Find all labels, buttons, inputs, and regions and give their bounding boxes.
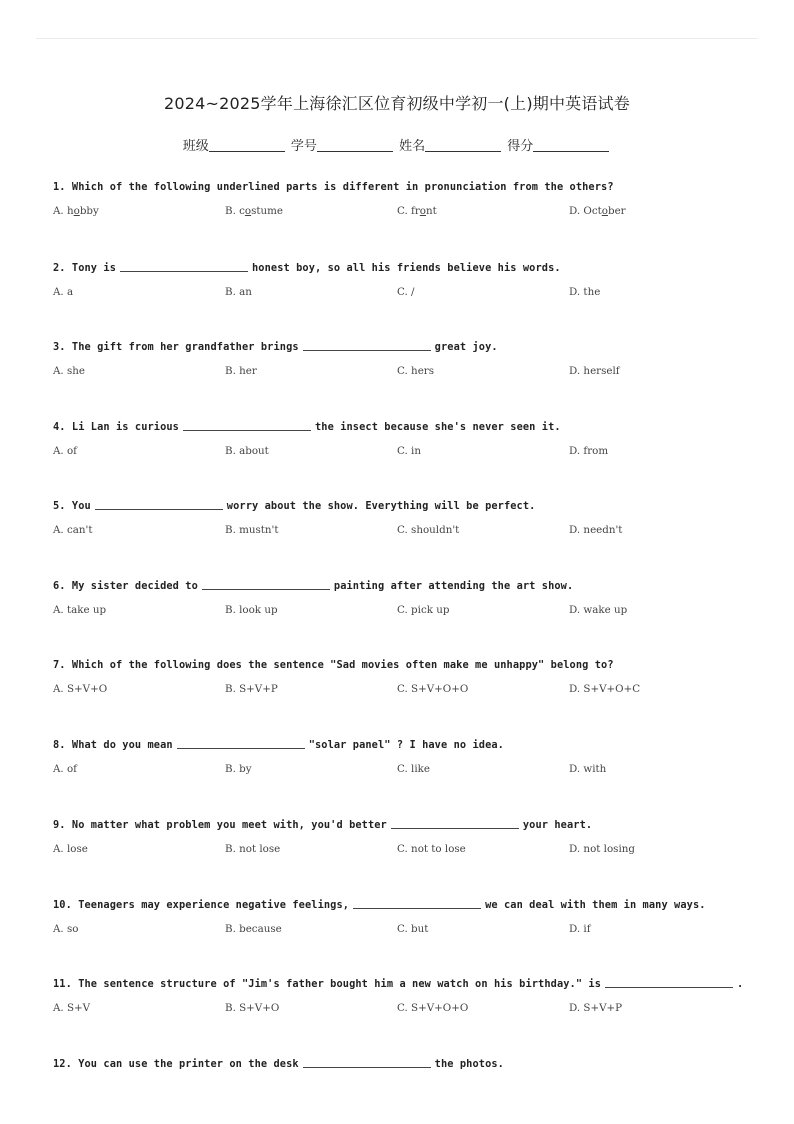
option-a[interactable] [53,205,99,217]
option-a[interactable] [53,604,106,616]
score-label: 得分 [507,139,534,154]
option-text: A. h [53,205,74,217]
option-text: B. an [225,286,252,298]
option-text: B. by [225,763,252,775]
answer-blank[interactable] [605,977,733,988]
answer-blank[interactable] [95,499,223,510]
option-d[interactable] [569,683,640,695]
option-c[interactable] [397,205,437,217]
option-d[interactable] [569,205,626,217]
stem-text: 6. My sister decided to [53,580,198,592]
option-text: D. if [569,923,591,935]
option-c[interactable] [397,524,459,536]
question-stem [53,181,753,193]
question-stem [53,1057,753,1070]
question-9 [53,818,753,857]
option-c[interactable] [397,1002,468,1014]
option-d[interactable] [569,1002,622,1014]
stem-text-after: "solar panel" ? I have no idea. [308,739,504,751]
page-title: 2024~2025学年上海徐汇区位育初级中学初一(上)期中英语试卷 [164,94,630,113]
question-5 [53,499,753,538]
options-row [53,524,753,538]
question-1 [53,181,753,219]
option-text: C. like [397,763,430,775]
option-text: A. lose [53,843,88,855]
option-c[interactable] [397,604,449,616]
stem-text: 7. Which of the following does the sentence "Sad movies often make me unhappy" belong to? [53,659,614,671]
stem-text-after: we can deal with them in many ways. [485,899,706,911]
stem-text: 5. You [53,500,91,512]
stem-text-after: honest boy, so all his friends believe his words. [252,262,561,274]
stem-text-after: worry about the show. Everything will be perfect. [226,500,536,512]
stem-text: 10. Teenagers may experience negative feelings, [53,899,350,911]
stem-text-after: your heart. [522,819,593,831]
question-stem [53,261,753,274]
option-text: C. but [397,923,429,935]
stem-text-after: the insect because she's never seen it. [315,421,561,433]
option-text: C. S+V+O+O [397,683,469,695]
option-a[interactable] [53,365,85,377]
option-b[interactable] [225,843,280,855]
option-text-rest: ber [607,205,626,217]
options-row [53,763,753,777]
question-stem [53,818,753,831]
option-a[interactable] [53,923,78,935]
option-b[interactable] [225,524,279,536]
option-b[interactable] [225,1002,279,1014]
option-text: B. S+V+P [225,683,278,695]
option-c[interactable] [397,445,421,457]
question-stem [53,579,753,592]
option-b[interactable] [225,365,257,377]
stem-text-after: the photos. [434,1058,504,1070]
option-b[interactable] [225,763,252,775]
option-text: A. she [53,365,85,377]
options-row [53,205,753,219]
option-text: A. S+V [53,1002,91,1014]
option-text: D. herself [569,365,620,377]
option-text: D. needn't [569,524,623,536]
option-text: D. Oct [569,205,602,217]
answer-blank[interactable] [303,1057,431,1068]
stem-text-after: great joy. [434,341,498,353]
option-b[interactable] [225,604,278,616]
option-text-rest: stume [251,205,284,217]
option-text: C. / [397,286,415,298]
answer-blank[interactable] [183,420,311,431]
question-12 [53,1057,753,1070]
underlined-letter: o [601,205,608,217]
options-row [53,445,753,459]
options-row [53,923,753,937]
option-a[interactable] [53,843,88,855]
options-row [53,286,753,300]
underlined-letter: o [244,205,252,217]
answer-blank[interactable] [202,579,330,590]
option-text: D. S+V+O+C [569,683,641,695]
option-text: C. S+V+O+O [397,1002,469,1014]
question-stem [53,659,753,671]
stem-text: 4. Li Lan is curious [53,421,179,433]
stem-text: 12. You can use the printer on the desk [53,1058,299,1070]
option-d[interactable] [569,923,591,935]
options-row [53,1002,753,1016]
question-4 [53,420,753,459]
option-text: B. look up [225,604,278,616]
option-a[interactable] [53,1002,90,1014]
option-c[interactable] [397,763,430,775]
name-label: 姓名 [399,139,426,154]
option-text: B. because [225,923,282,935]
option-d[interactable] [569,604,627,616]
option-text: C. pick up [397,604,450,616]
option-text: C. fr [397,205,420,217]
options-row [53,843,753,857]
option-d[interactable] [569,445,608,457]
option-a[interactable] [53,683,107,695]
question-7 [53,659,753,697]
option-d[interactable] [569,763,606,775]
number-blank[interactable] [317,138,393,152]
option-d[interactable] [569,843,635,855]
option-text: A. S+V+O [53,683,108,695]
option-c[interactable] [397,365,434,377]
question-stem [53,977,753,990]
option-text: B. about [225,445,269,457]
option-a[interactable] [53,763,77,775]
option-text-rest: bby [79,205,99,217]
option-text: D. not losing [569,843,635,855]
option-text: D. from [569,445,609,457]
option-text: B. mustn't [225,524,279,536]
student-info-line [0,135,794,154]
question-stem [53,499,753,512]
option-b[interactable] [225,445,269,457]
question-8 [53,738,753,777]
option-text: C. in [397,445,421,457]
option-text: A. so [53,923,79,935]
underlined-letter: o [73,205,80,217]
option-text: B. c [225,205,245,217]
underlined-letter: o [419,205,426,217]
option-text: A. a [53,286,74,298]
option-b[interactable] [225,286,252,298]
option-b[interactable] [225,683,278,695]
option-c[interactable] [397,843,466,855]
option-text: C. not to lose [397,843,466,855]
question-stem [53,340,753,353]
option-d[interactable] [569,365,620,377]
option-a[interactable] [53,524,93,536]
number-label: 学号 [290,139,317,154]
stem-text: 3. The gift from her grandfather brings [53,341,299,353]
question-6 [53,579,753,618]
option-c[interactable] [397,923,428,935]
option-b[interactable] [225,923,282,935]
answer-blank[interactable] [177,738,305,749]
option-a[interactable] [53,445,77,457]
option-text: B. S+V+O [225,1002,280,1014]
answer-blank[interactable] [120,261,248,272]
stem-text: 11. The sentence structure of "Jim's father bought him a new watch on his birthday." is [53,978,602,990]
question-11 [53,977,753,1016]
class-blank[interactable] [209,138,285,152]
option-c[interactable] [397,286,415,298]
option-text: D. wake up [569,604,628,616]
stem-text: 2. Tony is [53,262,116,274]
stem-text-after: . [737,978,744,990]
question-stem [53,738,753,751]
option-text: A. take up [53,604,107,616]
option-text: A. of [53,763,77,775]
options-row [53,683,753,697]
answer-blank[interactable] [303,340,431,351]
options-row [53,604,753,618]
name-blank[interactable] [425,138,501,152]
option-text: A. can't [53,524,93,536]
option-text: C. shouldn't [397,524,460,536]
options-row [53,365,753,379]
score-blank[interactable] [533,138,609,152]
option-a[interactable] [53,286,73,298]
question-stem [53,420,753,433]
option-text: C. hers [397,365,434,377]
option-text: D. with [569,763,607,775]
stem-text: 8. What do you mean [53,739,173,751]
option-text: B. her [225,365,257,377]
option-text: D. the [569,286,601,298]
option-text-rest: nt [426,205,437,217]
page-top-rule [36,38,758,39]
question-2 [53,261,753,300]
option-d[interactable] [569,524,622,536]
question-3 [53,340,753,379]
class-label: 班级 [182,139,209,154]
stem-text: 9. No matter what problem you meet with, you'd better [53,819,387,831]
answer-blank[interactable] [391,818,519,829]
question-10 [53,898,753,937]
option-d[interactable] [569,286,600,298]
question-stem [53,898,753,911]
option-b[interactable] [225,205,283,217]
option-text: B. not lose [225,843,281,855]
option-text: D. S+V+P [569,1002,623,1014]
stem-text-after: painting after attending the art show. [333,580,574,592]
answer-blank[interactable] [353,898,481,909]
option-text: A. of [53,445,77,457]
option-c[interactable] [397,683,468,695]
stem-text: 1. Which of the following underlined parts is different in pronunciation from the others? [53,181,614,193]
